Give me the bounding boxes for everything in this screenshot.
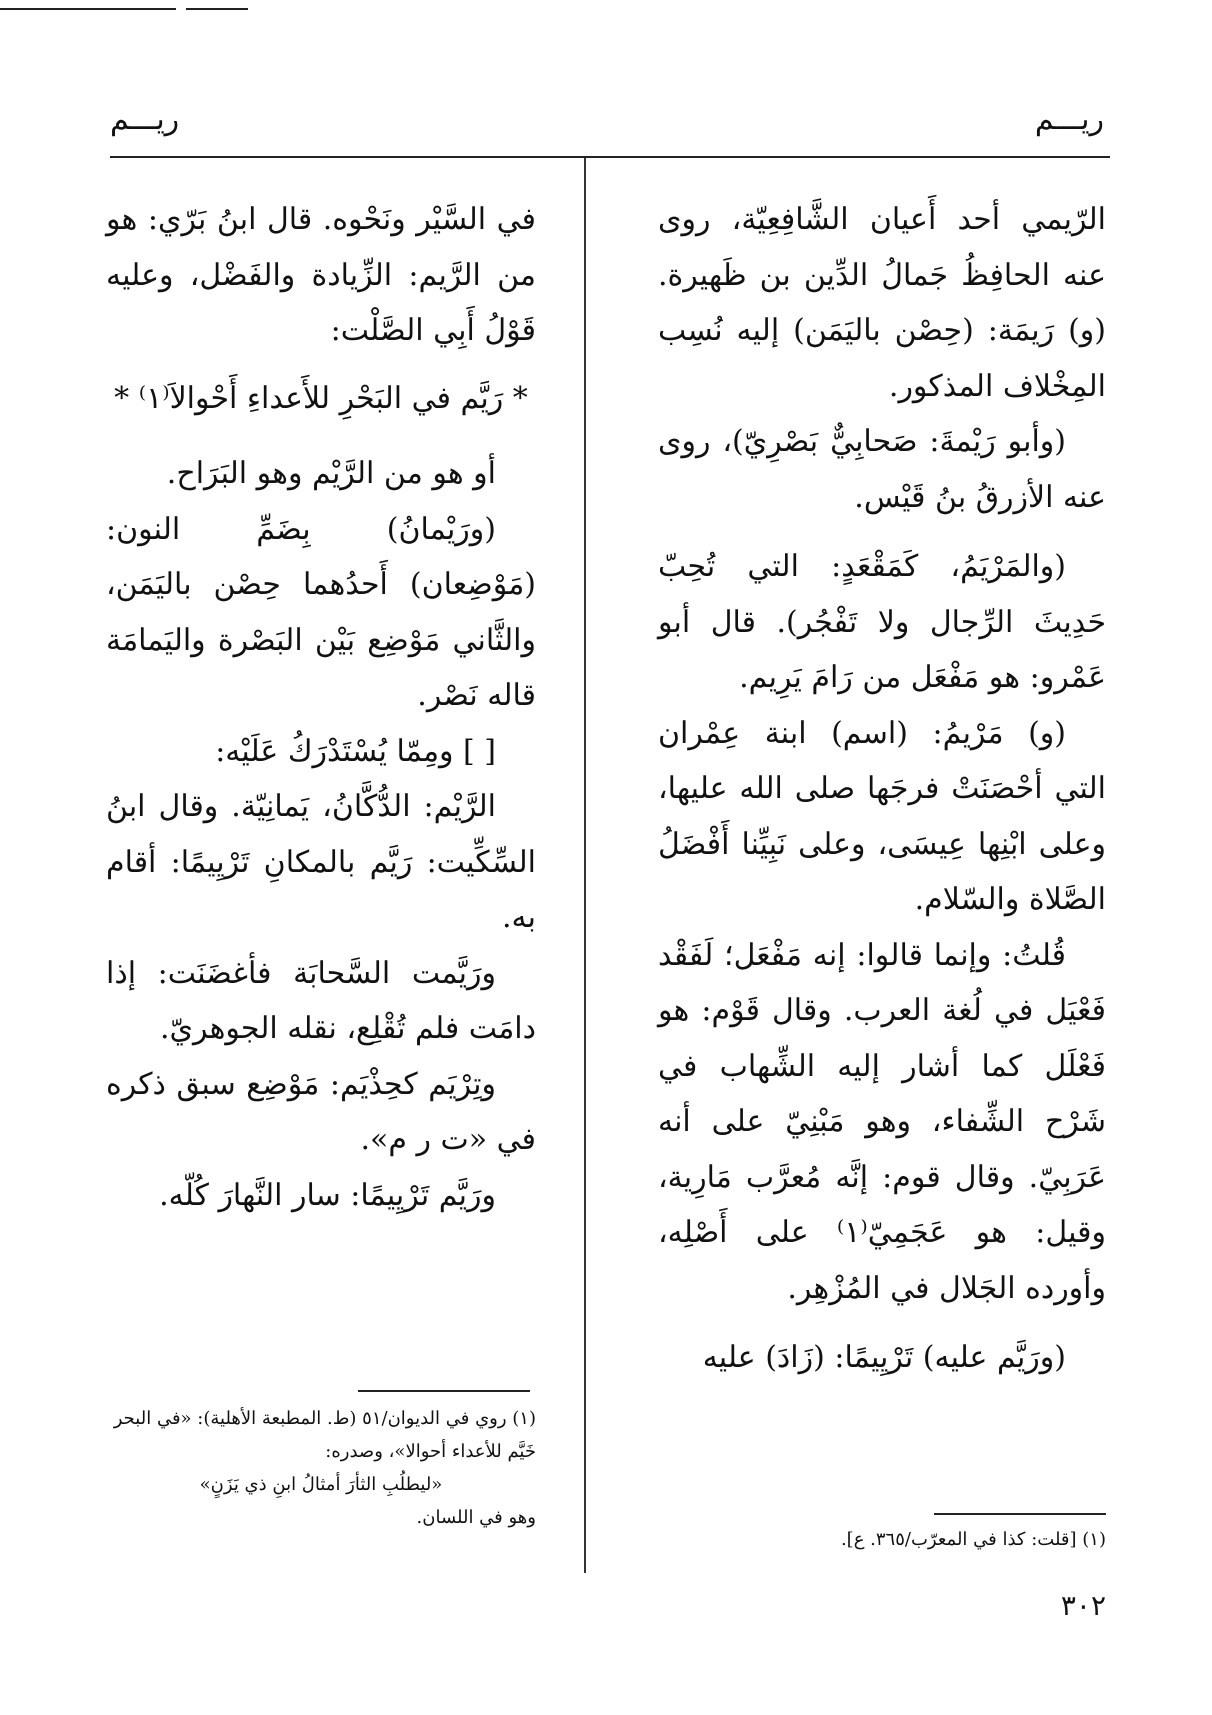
footnote-text: وهو في اللسان. <box>416 1507 536 1528</box>
entry-paragraph: وتِرْيَم كحِذْيَم: مَوْضِع سبق ذكره في «ت ر م». <box>106 1066 536 1157</box>
footnote-rule-left <box>358 1390 530 1392</box>
header-rule <box>110 156 1110 158</box>
entry-paragraph: في السَّيْر ونَحْوه. قال ابنُ بَرّي: هو من الرَّيم: الزِّيادة والفَضْل، وعليه قَوْلُ أَبِي الصَّلْت: <box>106 202 536 348</box>
entry-paragraph: (وأبو رَيْمةَ: صَحابِيٌّ بَصْرِيّ)، روى عنه الأزرقُ بنُ قَيْس. <box>658 424 1106 515</box>
entry-paragraph: (ورَيْمانُ) بِضَمِّ النون: (مَوْضِعان) أَحدُهما حِصْن باليَمَن، والثَّاني مَوْضِع بَيْن البَصْرة واليَمامَة قاله نَصْر. <box>106 511 536 713</box>
page-number: ٣٠٢ <box>1060 1589 1106 1622</box>
running-head-left: ريـــم <box>110 102 180 137</box>
entry-paragraph: قُلتُ: وإنما قالوا: إنه مَفْعَل؛ لَفَقْد فَعْيَل في لُغة العرب. وقال قَوْم: هو فَعْلَل كما أشار إليه الشِّهاب في شَرْح الشِّفاء، وهو مَبْنِيّ على أنه عَرَبِيّ. وقال قوم: إنَّه مُعرَّب مَارِية، وقيل: هو عَجَمِيّ⁽١⁾ على أَصْلِه، وأورده الجَلال في المُزْهِر. <box>658 937 1106 1306</box>
top-edge-rule <box>0 8 176 10</box>
entry-paragraph: (ورَيَّم عليه) تَرْيِيمًا: (زَادَ) عليه <box>702 1340 1066 1375</box>
entry-paragraph: (والمَرْيَمُ، كَمَقْعَدٍ: التي تُحِبّ حَدِيثَ الرِّجال ولا تَفْجُر). قال أبو عَمْرو: هو مَفْعَل من رَامَ يَرِيم. <box>658 549 1106 695</box>
footnote-text: (١) روي في الديوان/٥١ (ط. المطبعة الأهلية): «في البحر خَيَّم للأعداء أحوالا»، وصدره: <box>113 1408 536 1462</box>
left-column <box>106 192 536 1223</box>
addendum-heading: [ ] ومِمّا يُسْتَدْرَكُ عَلَيْه: <box>215 733 496 769</box>
entry-paragraph: أو هو من الرَّيْم وهو البَرَاح. <box>166 456 496 491</box>
top-edge-rule-short <box>186 8 248 10</box>
footnote-right: (١) [قلت: كذا في المعرّب/٣٦٥. ع]. <box>840 1529 1106 1550</box>
entry-paragraph: (و) مَرْيمُ: (اسم) ابنة عِمْران التي أحْصَنَتْ فرجَها صلى الله عليها، وعلى ابْنِها عِيسَى، وعلى نَبِيِّنا أَفْضَلُ الصَّلاة والسّلام. <box>658 715 1106 917</box>
entry-paragraph: الرّيمي أحد أَعيان الشَّافِعِيّة، روى عنه الحافِظُ جَمالُ الدِّين بن ظَهيرة. (و) رَيمَة: (حِصْن باليَمَن) إليه نُسِب المِخْلاف المذكور. <box>658 202 1106 404</box>
footnote-rule-right <box>934 1513 1106 1515</box>
entry-paragraph: ورَيَّم تَرْيِيمًا: سار النَّهارَ كُلّه. <box>159 1177 496 1213</box>
verse-line: * رَيَّم في البَحْرِ للأَعداءِ أَحْوالاَ⁽١⁾ * <box>114 380 528 416</box>
entry-paragraph: الرَّيْم: الدُّكَّانُ، يَمانِيّة. وقال ابنُ السِّكِّيت: رَيَّم بالمكانِ تَرْيِيمًا: أقام به. <box>106 789 536 935</box>
footnote-left <box>106 1402 536 1534</box>
entry-paragraph: ورَيَّمت السَّحابَة فأغضَنَت: إذا دامَت فلم تُقْلِع، نقله الجوهريّ. <box>106 955 536 1046</box>
right-column <box>658 192 1106 1386</box>
column-divider <box>584 158 586 1573</box>
running-head-right: ريـــم <box>1034 102 1104 137</box>
footnote-verse: «ليطلُبِ الثأرَ أمثالُ ابنِ ذي يَزَنٍ» <box>199 1474 443 1495</box>
